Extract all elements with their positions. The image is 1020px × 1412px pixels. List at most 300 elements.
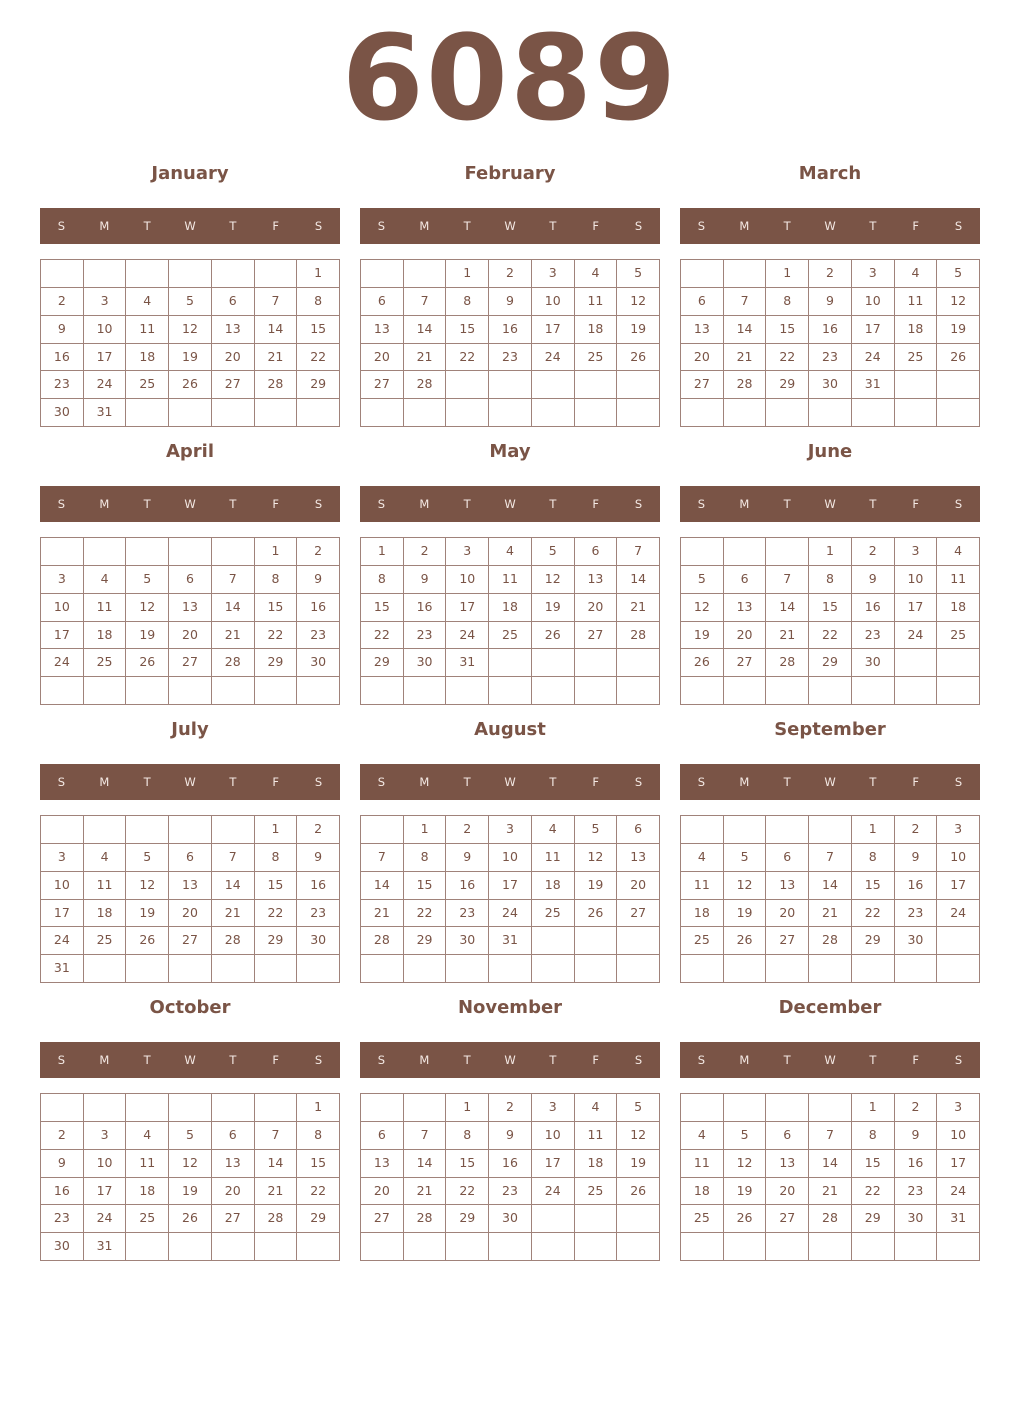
weekday-label: S — [634, 1053, 643, 1067]
day-cell: 10 — [489, 844, 532, 872]
day-cell: 10 — [41, 594, 84, 622]
day-grid — [40, 537, 340, 705]
day-cell: 18 — [126, 1178, 169, 1206]
day-cell: 27 — [681, 371, 724, 399]
day-cell: 17 — [41, 900, 84, 928]
weekday-header — [360, 486, 660, 522]
day-cell: 20 — [212, 1178, 255, 1206]
day-cell: 10 — [937, 844, 980, 872]
day-cell: 7 — [212, 844, 255, 872]
empty-day-cell — [575, 1233, 618, 1261]
day-cell: 23 — [41, 371, 84, 399]
weekday-label: W — [504, 775, 516, 789]
day-cell: 3 — [489, 816, 532, 844]
empty-day-cell — [41, 816, 84, 844]
day-cell: 6 — [766, 844, 809, 872]
day-cell: 9 — [297, 566, 340, 594]
empty-day-cell — [895, 677, 938, 705]
weekday-label: S — [377, 219, 386, 233]
day-cell: 11 — [126, 1150, 169, 1178]
day-cell: 18 — [84, 900, 127, 928]
empty-day-cell — [895, 399, 938, 427]
day-cell: 13 — [361, 316, 404, 344]
weekday-label: F — [272, 1053, 280, 1067]
day-cell: 23 — [809, 344, 852, 372]
day-cell: 13 — [169, 872, 212, 900]
day-cell: 6 — [724, 566, 767, 594]
day-cell: 22 — [852, 1178, 895, 1206]
weekday-label: W — [184, 497, 196, 511]
empty-day-cell — [937, 955, 980, 983]
empty-day-cell — [617, 371, 660, 399]
day-cell: 16 — [895, 872, 938, 900]
day-cell: 25 — [532, 900, 575, 928]
weekday-label: M — [99, 497, 110, 511]
day-cell: 4 — [126, 1122, 169, 1150]
day-cell: 26 — [617, 344, 660, 372]
day-cell: 5 — [532, 538, 575, 566]
empty-day-cell — [489, 677, 532, 705]
day-cell: 30 — [446, 927, 489, 955]
empty-day-cell — [575, 399, 618, 427]
empty-day-cell — [617, 399, 660, 427]
day-cell: 9 — [895, 844, 938, 872]
day-cell: 15 — [404, 872, 447, 900]
weekday-header — [360, 208, 660, 244]
day-cell: 5 — [937, 260, 980, 288]
day-cell: 2 — [852, 538, 895, 566]
day-grid — [680, 259, 980, 427]
weekday-label: W — [184, 219, 196, 233]
empty-day-cell — [361, 955, 404, 983]
empty-day-cell — [126, 955, 169, 983]
day-cell: 3 — [41, 566, 84, 594]
empty-day-cell — [681, 260, 724, 288]
weekday-label: S — [634, 775, 643, 789]
day-cell: 28 — [404, 371, 447, 399]
day-cell: 23 — [297, 622, 340, 650]
day-cell: 31 — [852, 371, 895, 399]
empty-day-cell — [255, 1233, 298, 1261]
day-cell: 12 — [617, 1122, 660, 1150]
day-cell: 9 — [41, 1150, 84, 1178]
day-cell: 15 — [297, 316, 340, 344]
empty-day-cell — [169, 399, 212, 427]
day-cell: 22 — [404, 900, 447, 928]
weekday-label: M — [419, 1053, 430, 1067]
day-cell: 2 — [809, 260, 852, 288]
empty-day-cell — [169, 816, 212, 844]
weekday-label: T — [549, 219, 557, 233]
day-cell: 8 — [809, 566, 852, 594]
day-cell: 28 — [212, 927, 255, 955]
empty-day-cell — [681, 955, 724, 983]
day-cell: 24 — [532, 344, 575, 372]
day-cell: 24 — [937, 1178, 980, 1206]
day-cell: 14 — [212, 872, 255, 900]
day-cell: 25 — [126, 1205, 169, 1233]
empty-day-cell — [895, 649, 938, 677]
day-cell: 15 — [361, 594, 404, 622]
weekday-label: M — [419, 219, 430, 233]
day-cell: 4 — [937, 538, 980, 566]
empty-day-cell — [297, 1233, 340, 1261]
weekday-label: T — [783, 497, 791, 511]
day-cell: 20 — [361, 1178, 404, 1206]
day-cell: 1 — [361, 538, 404, 566]
empty-day-cell — [446, 399, 489, 427]
day-cell: 5 — [575, 816, 618, 844]
day-cell: 14 — [724, 316, 767, 344]
empty-day-cell — [681, 816, 724, 844]
month-name: December — [778, 997, 882, 1018]
day-cell: 5 — [169, 1122, 212, 1150]
weekday-label: M — [419, 775, 430, 789]
day-cell: 28 — [255, 371, 298, 399]
month-name: July — [171, 719, 209, 740]
day-cell: 18 — [126, 344, 169, 372]
empty-day-cell — [532, 927, 575, 955]
day-cell: 3 — [937, 1094, 980, 1122]
day-cell: 11 — [681, 1150, 724, 1178]
empty-day-cell — [404, 955, 447, 983]
day-cell: 23 — [852, 622, 895, 650]
day-cell: 19 — [169, 344, 212, 372]
day-cell: 19 — [937, 316, 980, 344]
day-cell: 4 — [532, 816, 575, 844]
empty-day-cell — [766, 955, 809, 983]
day-cell: 29 — [809, 649, 852, 677]
empty-day-cell — [41, 260, 84, 288]
weekday-label: F — [592, 497, 600, 511]
day-cell: 27 — [361, 1205, 404, 1233]
empty-day-cell — [617, 1205, 660, 1233]
day-cell: 12 — [169, 1150, 212, 1178]
empty-day-cell — [126, 260, 169, 288]
weekday-header — [680, 1042, 980, 1078]
day-cell: 27 — [766, 927, 809, 955]
weekday-header — [40, 486, 340, 522]
day-cell: 25 — [84, 649, 127, 677]
day-cell: 8 — [852, 1122, 895, 1150]
day-cell: 9 — [809, 288, 852, 316]
day-cell: 11 — [84, 872, 127, 900]
empty-day-cell — [255, 677, 298, 705]
weekday-label: W — [504, 1053, 516, 1067]
day-cell: 22 — [809, 622, 852, 650]
empty-day-cell — [361, 1233, 404, 1261]
day-cell: 24 — [41, 927, 84, 955]
day-cell: 13 — [766, 872, 809, 900]
day-cell: 10 — [84, 1150, 127, 1178]
day-cell: 30 — [489, 1205, 532, 1233]
day-cell: 12 — [681, 594, 724, 622]
empty-day-cell — [84, 1094, 127, 1122]
day-cell: 6 — [361, 288, 404, 316]
weekday-header — [40, 764, 340, 800]
day-cell: 17 — [489, 872, 532, 900]
day-cell: 9 — [297, 844, 340, 872]
day-cell: 8 — [297, 288, 340, 316]
day-cell: 11 — [489, 566, 532, 594]
day-cell: 23 — [895, 1178, 938, 1206]
empty-day-cell — [617, 677, 660, 705]
day-cell: 9 — [446, 844, 489, 872]
day-cell: 12 — [169, 316, 212, 344]
empty-day-cell — [532, 955, 575, 983]
day-cell: 26 — [532, 622, 575, 650]
weekday-label: T — [229, 497, 237, 511]
day-cell: 1 — [446, 260, 489, 288]
day-cell: 16 — [446, 872, 489, 900]
empty-day-cell — [766, 399, 809, 427]
day-cell: 10 — [446, 566, 489, 594]
empty-day-cell — [852, 1233, 895, 1261]
day-cell: 9 — [41, 316, 84, 344]
day-cell: 24 — [895, 622, 938, 650]
weekday-header — [680, 764, 980, 800]
day-cell: 29 — [404, 927, 447, 955]
day-cell: 28 — [404, 1205, 447, 1233]
day-cell: 21 — [255, 1178, 298, 1206]
day-cell: 19 — [575, 872, 618, 900]
weekday-label: T — [229, 1053, 237, 1067]
day-cell: 20 — [361, 344, 404, 372]
empty-day-cell — [404, 399, 447, 427]
day-grid — [40, 1093, 340, 1261]
empty-day-cell — [126, 538, 169, 566]
empty-day-cell — [446, 1233, 489, 1261]
empty-day-cell — [361, 816, 404, 844]
weekday-label: T — [463, 1053, 471, 1067]
empty-day-cell — [361, 677, 404, 705]
day-cell: 30 — [895, 927, 938, 955]
empty-day-cell — [404, 1233, 447, 1261]
day-cell: 2 — [41, 1122, 84, 1150]
empty-day-cell — [361, 260, 404, 288]
day-cell: 10 — [895, 566, 938, 594]
empty-day-cell — [126, 677, 169, 705]
day-cell: 31 — [84, 1233, 127, 1261]
day-cell: 28 — [724, 371, 767, 399]
day-cell: 11 — [532, 844, 575, 872]
day-cell: 7 — [724, 288, 767, 316]
day-cell: 3 — [84, 1122, 127, 1150]
day-cell: 10 — [41, 872, 84, 900]
empty-day-cell — [84, 677, 127, 705]
day-cell: 17 — [937, 1150, 980, 1178]
day-cell: 10 — [532, 288, 575, 316]
weekday-label: F — [272, 497, 280, 511]
day-cell: 17 — [41, 622, 84, 650]
day-cell: 9 — [852, 566, 895, 594]
day-grid — [680, 537, 980, 705]
day-cell: 15 — [297, 1150, 340, 1178]
day-cell: 12 — [575, 844, 618, 872]
weekday-label: M — [739, 1053, 750, 1067]
day-cell: 10 — [532, 1122, 575, 1150]
day-cell: 27 — [766, 1205, 809, 1233]
day-cell: 25 — [681, 1205, 724, 1233]
day-cell: 16 — [41, 1178, 84, 1206]
day-cell: 27 — [212, 1205, 255, 1233]
empty-day-cell — [212, 677, 255, 705]
day-cell: 13 — [724, 594, 767, 622]
day-cell: 5 — [126, 844, 169, 872]
empty-day-cell — [297, 399, 340, 427]
day-cell: 9 — [404, 566, 447, 594]
day-cell: 16 — [297, 594, 340, 622]
weekday-header — [360, 1042, 660, 1078]
empty-day-cell — [809, 1094, 852, 1122]
day-cell: 20 — [169, 900, 212, 928]
day-cell: 13 — [212, 1150, 255, 1178]
day-cell: 21 — [404, 1178, 447, 1206]
day-cell: 20 — [617, 872, 660, 900]
day-cell: 29 — [852, 927, 895, 955]
empty-day-cell — [766, 677, 809, 705]
empty-day-cell — [532, 1233, 575, 1261]
day-cell: 15 — [766, 316, 809, 344]
day-cell: 27 — [169, 927, 212, 955]
day-cell: 22 — [297, 1178, 340, 1206]
empty-day-cell — [41, 677, 84, 705]
day-cell: 31 — [446, 649, 489, 677]
day-grid — [360, 815, 660, 983]
day-cell: 20 — [212, 344, 255, 372]
day-cell: 27 — [617, 900, 660, 928]
day-cell: 6 — [212, 288, 255, 316]
day-cell: 19 — [617, 316, 660, 344]
empty-day-cell — [809, 399, 852, 427]
day-cell: 18 — [575, 1150, 618, 1178]
day-cell: 16 — [297, 872, 340, 900]
empty-day-cell — [404, 677, 447, 705]
day-cell: 18 — [895, 316, 938, 344]
day-cell: 26 — [169, 371, 212, 399]
day-cell: 22 — [446, 1178, 489, 1206]
empty-day-cell — [489, 1233, 532, 1261]
weekday-label: M — [739, 497, 750, 511]
day-cell: 19 — [126, 622, 169, 650]
day-grid — [680, 1093, 980, 1261]
weekday-header — [360, 764, 660, 800]
day-cell: 1 — [297, 260, 340, 288]
empty-day-cell — [126, 399, 169, 427]
day-cell: 15 — [852, 1150, 895, 1178]
day-cell: 19 — [169, 1178, 212, 1206]
day-cell: 21 — [404, 344, 447, 372]
day-cell: 6 — [212, 1122, 255, 1150]
weekday-label: T — [869, 497, 877, 511]
day-cell: 1 — [766, 260, 809, 288]
day-cell: 28 — [361, 927, 404, 955]
day-cell: 1 — [852, 1094, 895, 1122]
day-cell: 16 — [489, 316, 532, 344]
empty-day-cell — [852, 399, 895, 427]
empty-day-cell — [809, 816, 852, 844]
empty-day-cell — [681, 677, 724, 705]
day-cell: 16 — [41, 344, 84, 372]
empty-day-cell — [724, 1094, 767, 1122]
day-cell: 26 — [681, 649, 724, 677]
empty-day-cell — [255, 260, 298, 288]
empty-day-cell — [169, 1233, 212, 1261]
empty-day-cell — [766, 1094, 809, 1122]
day-cell: 14 — [766, 594, 809, 622]
day-cell: 15 — [446, 1150, 489, 1178]
weekday-label: W — [184, 775, 196, 789]
day-cell: 11 — [681, 872, 724, 900]
day-cell: 1 — [809, 538, 852, 566]
empty-day-cell — [489, 399, 532, 427]
empty-day-cell — [212, 1094, 255, 1122]
day-cell: 4 — [681, 844, 724, 872]
day-cell: 31 — [937, 1205, 980, 1233]
day-cell: 21 — [617, 594, 660, 622]
day-cell: 2 — [297, 538, 340, 566]
day-cell: 15 — [446, 316, 489, 344]
day-cell: 6 — [766, 1122, 809, 1150]
day-cell: 27 — [361, 371, 404, 399]
weekday-label: W — [504, 219, 516, 233]
weekday-label: S — [314, 219, 323, 233]
day-cell: 26 — [169, 1205, 212, 1233]
day-cell: 14 — [404, 1150, 447, 1178]
day-cell: 26 — [724, 927, 767, 955]
weekday-label: S — [954, 219, 963, 233]
empty-day-cell — [617, 955, 660, 983]
weekday-label: T — [869, 1053, 877, 1067]
weekday-label: T — [143, 219, 151, 233]
day-cell: 5 — [617, 1094, 660, 1122]
day-cell: 13 — [169, 594, 212, 622]
day-cell: 9 — [895, 1122, 938, 1150]
weekday-label: F — [592, 219, 600, 233]
day-cell: 23 — [41, 1205, 84, 1233]
day-cell: 10 — [937, 1122, 980, 1150]
day-cell: 22 — [852, 900, 895, 928]
day-cell: 26 — [575, 900, 618, 928]
empty-day-cell — [766, 816, 809, 844]
month-name: November — [457, 997, 563, 1018]
day-cell: 19 — [532, 594, 575, 622]
day-cell: 8 — [446, 288, 489, 316]
day-cell: 8 — [446, 1122, 489, 1150]
empty-day-cell — [766, 1233, 809, 1261]
weekday-label: F — [912, 1053, 920, 1067]
day-cell: 30 — [41, 1233, 84, 1261]
day-cell: 13 — [766, 1150, 809, 1178]
empty-day-cell — [446, 371, 489, 399]
day-cell: 4 — [575, 1094, 618, 1122]
weekday-label: T — [463, 497, 471, 511]
empty-day-cell — [724, 677, 767, 705]
day-cell: 21 — [809, 1178, 852, 1206]
day-cell: 3 — [852, 260, 895, 288]
empty-day-cell — [575, 955, 618, 983]
empty-day-cell — [212, 816, 255, 844]
day-cell: 23 — [297, 900, 340, 928]
day-cell: 22 — [297, 344, 340, 372]
empty-day-cell — [724, 399, 767, 427]
month-name: June — [807, 441, 853, 462]
weekday-label: M — [419, 497, 430, 511]
empty-day-cell — [809, 677, 852, 705]
day-cell: 5 — [169, 288, 212, 316]
day-cell: 14 — [404, 316, 447, 344]
day-cell: 23 — [404, 622, 447, 650]
